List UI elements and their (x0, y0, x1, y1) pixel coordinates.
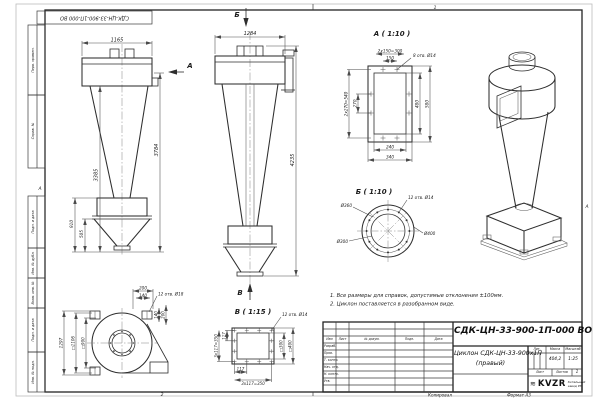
dim: 1297 (58, 337, 64, 349)
notes (330, 293, 503, 308)
margin-label: Подп. и дата (31, 210, 35, 234)
zone-left: А (38, 187, 42, 192)
col-list: Лист (338, 336, 347, 341)
dim: 200 (139, 285, 147, 291)
dim: 480 (414, 100, 420, 108)
section-arrow-b (243, 18, 248, 27)
section-label-v: В (237, 289, 243, 297)
dim: 240 (386, 144, 394, 150)
row-prov: Пров. (324, 350, 333, 355)
company-name-line2: завод РЗ (567, 383, 582, 388)
dim: 3x117=350 (213, 334, 219, 358)
note-line-2: 2. Циклон поставляется в разобранном виде. (330, 301, 455, 308)
dim: Ø400 (424, 231, 436, 236)
margin-label: Подп. и дата (31, 318, 35, 342)
detail-b-title: Б ( 1:10 ) (355, 188, 393, 196)
margin-label: Инв. № дубл. (31, 251, 35, 275)
detail-b-holes: 12 отв. Ø14 (408, 195, 434, 200)
detail-a-holes: 8 отв. Ø14 (413, 53, 436, 58)
detail-v-title: В ( 1:15 ) (234, 308, 272, 316)
dim: 340 (386, 154, 394, 160)
doc-number: СДК-ЦН-33-900-1П-000 ВО (454, 326, 593, 336)
col-data: Дата (434, 336, 443, 341)
row-nachotd: Нач. отд. (324, 364, 339, 369)
note-line-1: 1. Все размеры для справок, допустимые отклонения ±100мм. (330, 293, 504, 299)
company-name-line1: Котельный (567, 379, 586, 384)
detail-a-title: А ( 1:10 ) (373, 30, 411, 38)
row-utv: Утв. (324, 378, 331, 383)
isometric-view (481, 52, 567, 260)
front-view (69, 38, 193, 257)
row-nkontr: Н. контр. (324, 371, 339, 376)
margin-label: Справ. № (31, 122, 35, 140)
dim: 2x270=540 (343, 91, 349, 117)
format-label: Формат А3 (507, 392, 531, 398)
section-label-a: А (187, 62, 193, 70)
dim: □300 (278, 340, 284, 352)
dim: 117 (236, 366, 245, 372)
dim-bin-height: 910 (69, 220, 74, 228)
scale-value: 1:25 (568, 357, 578, 362)
row-razrab: Разраб. (324, 343, 337, 348)
section-label-b: Б (234, 11, 240, 19)
lit-label: Лит. (533, 346, 541, 351)
company-cell (530, 378, 586, 391)
detail-v-view (214, 308, 308, 386)
section-arrow-v (247, 283, 252, 292)
mass-label: Масса (549, 346, 561, 351)
detail-v-holes: 12 отв. Ø14 (282, 312, 308, 317)
zone-top: 1 (433, 6, 437, 11)
margin-label: Перв. примен. (31, 47, 35, 73)
dim: 200 (160, 311, 166, 319)
dim: 150 (386, 55, 394, 61)
dim: 140 (153, 311, 159, 319)
logo-icon: ≋ (530, 380, 536, 388)
dim-total-height: 3784 (154, 143, 160, 157)
scale-label: Масштаб (565, 346, 581, 351)
copied-label: Копировал (428, 392, 452, 398)
side-view (215, 8, 299, 300)
margin-label: Взам. инв. № (31, 281, 35, 305)
dim-cone-height: 3385 (93, 168, 100, 182)
dim: 117 (221, 332, 227, 340)
dim: □400 (287, 340, 293, 352)
sheet-label: Лист (535, 369, 545, 374)
margin-label: Инв. № подл. (31, 360, 35, 384)
dim: Ø300 (336, 239, 348, 244)
dim-hopper-height: 505 (79, 230, 84, 238)
row-tkontr: Т. контр. (324, 357, 339, 362)
dim: 580 (424, 100, 430, 108)
detail-b-view (336, 188, 436, 262)
zone-right: А (585, 205, 589, 210)
dim-front-width: 1165 (110, 37, 124, 44)
dim: 140 (139, 292, 147, 298)
sheets-label: Листов (556, 369, 568, 374)
dim-side-width: 1284 (243, 31, 257, 37)
sheets-value: 1 (575, 368, 579, 374)
dim: Ø360 (340, 203, 352, 208)
dim-side-height: 4235 (290, 153, 296, 167)
section-arrow-a (168, 69, 177, 74)
col-izm: Изм (326, 336, 333, 341)
mass-value: 404,2 (548, 357, 562, 362)
sheet-frame (16, 4, 592, 399)
dim: □1106 (70, 336, 76, 350)
dim: 2x150=300 (377, 48, 403, 54)
col-podp: Подп. (404, 336, 415, 341)
volute-top-view (59, 286, 184, 379)
volute-holes: 12 отв. Ø18 (158, 291, 184, 297)
part-name-line1: Циклон СДК-ЦН-33-900х1П (454, 350, 542, 357)
col-dokum: № докум. (364, 336, 380, 341)
part-name-line2: (правый) (475, 360, 506, 367)
stamp-doc-number: СДК-ЦН-33-900-1П-000 ВО (60, 14, 129, 21)
zone-bottom: 2 (160, 393, 164, 399)
dim: 270 (352, 99, 358, 108)
dim: 3x117=350 (241, 381, 265, 386)
margin-columns (28, 25, 45, 392)
dim: □900 (80, 337, 86, 349)
detail-a-view (344, 30, 437, 162)
top-stamp (37, 11, 152, 24)
company-logo: KVZR (537, 379, 566, 390)
